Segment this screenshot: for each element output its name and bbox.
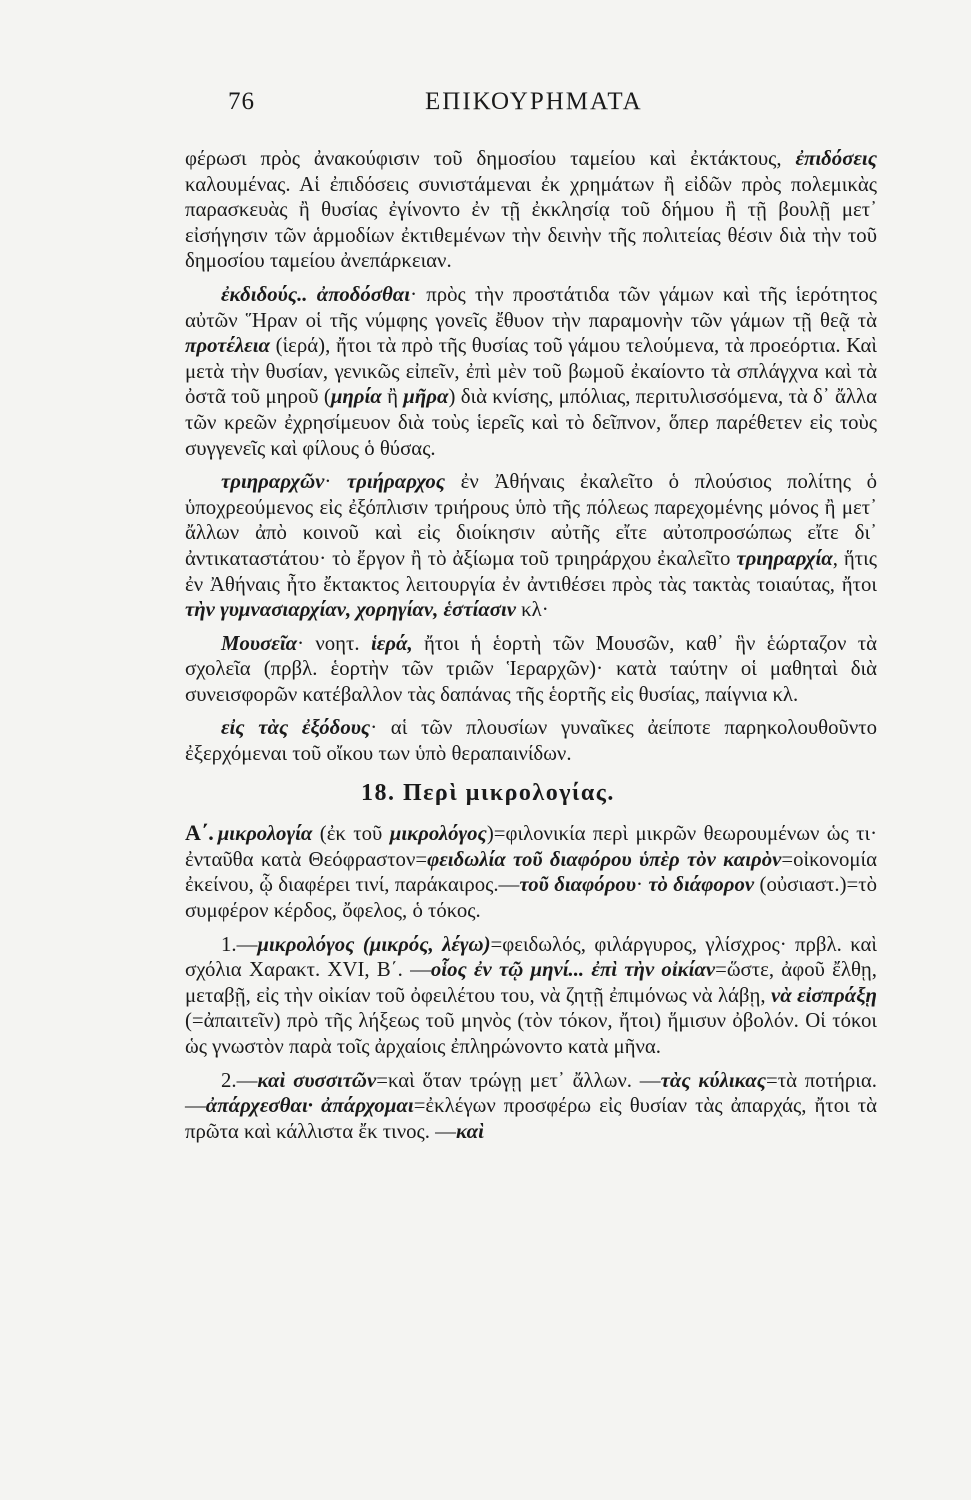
lemma-term: εἰς τὰς ἐξόδους — [221, 716, 371, 740]
paragraph — [185, 282, 877, 461]
text-run: =καὶ ὅταν τρώγῃ μετ᾽ ἄλλων. — — [376, 1068, 661, 1092]
paragraph — [185, 631, 877, 708]
lemma-term: ἱερά, — [370, 631, 413, 655]
text-run: · — [324, 470, 347, 494]
text-run: , ἥτις ἐν Ἀθήναις ἦτο ἔκτακτος λειτουργία ἐν ἀντιθέσει πρὸς τὰς τακτὰς τοιαύτας, ἤτοι — [185, 546, 877, 596]
lemma-term: καὶ συσσιτῶν — [257, 1068, 377, 1092]
paragraph — [185, 715, 877, 766]
text-run: (=ἀπαιτεῖν) πρὸ τῆς λήξεως τοῦ μηνὸς (τὸν τόκον, ἤτοι) ἥμισυν ὀβολόν. Οἱ τόκοι ὡς γνωστὸν παρὰ τοῖς ἀρχαίοις ἐπληρώνοντο κατὰ μῆνα. — [185, 1009, 877, 1058]
lemma-term: τριηραρχῶν — [221, 470, 325, 494]
text-run: )=φιλονικία περὶ μικρῶν θεωρουμένων ὡς τι· ἐνταῦθα κατὰ Θεόφραστον= — [185, 822, 877, 871]
section-notes — [185, 820, 877, 1144]
text-run: ἢ — [381, 385, 404, 409]
text-run: (ἱερά), ἤτοι τὰ πρὸ τῆς θυσίας τοῦ γάμου τελούμενα, τὰ προεόρτια. Καὶ μετὰ τὴν θυσίαν, γενικῶς εἰπεῖν, ἐπὶ μὲν τοῦ βωμοῦ ἐκαίοντο τὰ σπλάγχνα καὶ τὰ ὀστᾶ τοῦ μηροῦ ( — [185, 334, 877, 409]
text-run: ἐν Ἀθήναις ἐκαλεῖτο ὁ πλούσιος πολίτης ὁ ὑποχρεούμενος εἰς ἐξόπλισιν τριήρους ὑπὸ τῆς πόλεως παρεχομένης μόνος ἢ μετ᾽ ἄλλων ἀπὸ κοινοῦ καὶ εἰς διοίκησιν αὐτῆς εἴτε αὐτοπροσώπως εἴτε δι᾽ ἀντικαταστάτου· τὸ ἔργον ἢ τὸ ἀξίωμα τοῦ τριηράρχου ἐκαλεῖτο — [185, 470, 877, 570]
lemma-term: ἐκδιδούς.. ἀποδόσθαι — [221, 282, 411, 306]
lemma-term: μηρία — [330, 385, 382, 409]
text-run: κλ· — [515, 598, 549, 622]
paragraph — [185, 469, 877, 623]
text-run: φέρωσι πρὸς ἀνακούφισιν τοῦ δημοσίου ταμείου καὶ ἐκτάκτους, — [185, 147, 796, 170]
lemma-term: τοῦ διαφόρου — [519, 873, 637, 897]
text-run: =ὥστε, ἀφοῦ ἔλθῃ, μεταβῇ, εἰς τὴν οἰκίαν τοῦ ὀφειλέτου του, νὰ ζητῇ ἐπιμόνως νὰ λάβῃ, — [185, 958, 878, 1007]
text-run: =φειδωλός, φιλάργυρος, γλίσχρος· πρβλ. καὶ σχόλια Χαρακτ. XVI, Β΄. — — [185, 932, 877, 982]
lemma-term: φειδωλία τοῦ διαφόρου ὑπὲρ τὸν καιρὸν — [427, 847, 782, 871]
text-run: 2.— — [221, 1068, 258, 1092]
lemma-term: τὸ διάφορον — [648, 873, 755, 897]
paragraph — [185, 932, 877, 1060]
text-run: (ἐκ τοῦ — [312, 822, 390, 846]
lemma-term: τὴν γυμνασιαρχίαν, χορηγίαν, ἑστίασιν — [185, 598, 516, 622]
text-run: ) διὰ κνίσης, μπόλιας, περιτυλισσόμενα, τὰ δ᾽ ἄλλα τῶν κρεῶν ἐχρησίμευον διὰ τοὺς ἱερεῖς καὶ τὸ δεῖπνον, ὅπερ παρέθετεν εἰς τοὺς συγγενεῖς καὶ φίλους ὁ θύσας. — [185, 385, 877, 460]
lemma-term: οἷος ἐν τῷ μηνί... ἐπὶ τὴν οἰκίαν — [430, 958, 716, 982]
paragraph — [185, 146, 877, 274]
paragraph — [185, 820, 877, 923]
text-run: ἤτοι ἡ ἑορτὴ τῶν Μουσῶν, καθ᾽ ἣν ἑώρταζον τὰ σχολεῖα (πρβλ. ἑορτὴν τῶν τριῶν Ἱεραρχῶν)· κατὰ ταύτην οἱ μαθηταὶ διὰ συνεισφορῶν κατέβαλλον τὰς δαπάνας τῆς ἑορτῆς εἰς θυσίας, παίγνια κλ. — [185, 631, 877, 706]
lemma-term: τριήραρχος — [346, 470, 446, 494]
lemma-term: μῆρα — [403, 385, 449, 409]
text-run: καλουμένας. Αἱ ἐπιδόσεις συνιστάμεναι ἐκ χρημάτων ἢ εἰδῶν πρὸς πολεμικὰς παρασκευὰς ἢ θυσίας ἐγίνοντο ἐν τῇ ἐκκλησίᾳ τοῦ δήμου ἢ τῇ βουλῇ μετ᾽ εἰσήγησιν τῶν ἁρμοδίων ἐκτιθεμένων τὴν δεινὴν τῆς πολιτείας θέσιν διὰ τὴν τοῦ δημοσίου ταμείου ἀνεπάρκειαν. — [185, 172, 877, 273]
text-run: · — [636, 873, 649, 897]
text-run: · πρὸς τὴν προστάτιδα τῶν γάμων καὶ τῆς ἱερότητος αὐτῶν Ἥραν οἱ τῆς νύμφης γονεῖς ἔθυον τὴν παραμονὴν τῶν γάμων τῇ θεᾷ τὰ — [185, 282, 877, 332]
text-run: · νοητ. — [297, 631, 371, 655]
lemma-term: μικρολόγος (μικρός, λέγω) — [257, 932, 491, 956]
text-run: =τὰ ποτήρια. — — [185, 1068, 877, 1118]
running-title: ΕΠΙΚΟΥΡΗΜΑΤΑ — [425, 88, 643, 115]
commentary-notes — [185, 146, 877, 767]
page-header — [0, 88, 971, 128]
text-run: 1.— — [221, 932, 258, 956]
paragraph-lead: Α΄. — [185, 820, 214, 846]
page-number: 76 — [228, 88, 255, 115]
lemma-term: καὶ — [455, 1119, 484, 1143]
lemma-term: Μουσεῖα — [221, 631, 298, 655]
text-run: · αἱ τῶν πλουσίων γυναῖκες ἀείποτε παρηκολουθοῦντο ἐξερχόμεναι τοῦ οἴκου των ὑπὸ θεραπαινίδων. — [185, 716, 877, 766]
text-run: =οἰκονομία ἐκείνου, ᾧ διαφέρει τινί, παράκαιρος.— — [185, 847, 877, 897]
lemma-term: μικρολογία — [217, 822, 313, 846]
lemma-term: μικρολόγος — [389, 822, 487, 846]
lemma-term: τὰς κύλικας — [660, 1068, 767, 1092]
text-run: =ἐκλέγων προσφέρω εἰς θυσίαν τὰς ἀπαρχάς, ἤτοι τὰ πρῶτα καὶ κάλλιστα ἔκ τινος. — — [185, 1094, 877, 1143]
text-run: (οὐσιαστ.)=τὸ συμφέρον κέρδος, ὄφελος, ὁ τόκος. — [185, 873, 878, 923]
lemma-term: τριηραρχία — [736, 546, 833, 570]
lemma-term: ἀπάρχεσθαι· ἀπάρχομαι — [205, 1094, 414, 1118]
lemma-term: νὰ εἰσπράξῃ — [770, 983, 877, 1007]
page-body — [185, 146, 877, 1152]
lemma-term: προτέλεια — [185, 334, 270, 358]
section-heading: 18. Περὶ μικρολογίας. — [361, 779, 615, 806]
lemma-term: ἐπιδόσεις — [795, 147, 877, 170]
paragraph — [185, 1068, 877, 1145]
